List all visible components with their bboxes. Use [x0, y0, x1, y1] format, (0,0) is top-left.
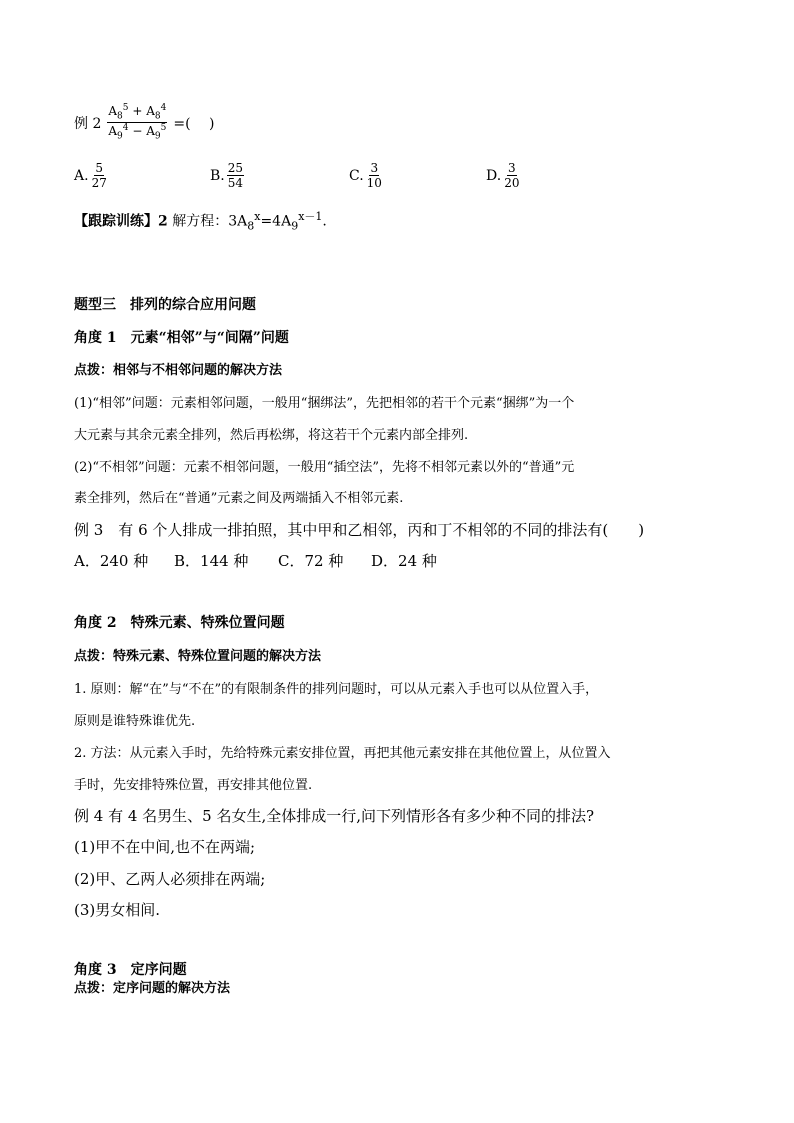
angle-3-tip: 点拨：定序问题的解决方法 [74, 981, 231, 996]
option-c: C. $\frac{3}{10}$ [349, 161, 382, 190]
example-2-fraction: $\frac{A_8^5 + A_8^4}{A_9^4 - A_9^5}$ [108, 103, 167, 142]
option-a: A. $\frac{5}{27}$ [74, 161, 107, 190]
angle-1-title: 角度 1 元素“相邻”与“间隔”问题 [74, 330, 289, 346]
angle-2-title: 角度 2 特殊元素、特殊位置问题 [74, 615, 285, 631]
example-3-option-c: C．72 种 [278, 552, 344, 570]
angle-2-para-1-line-2: 原则是谁特殊谁优先. [74, 714, 196, 729]
angle-2-tip: 点拨：特殊元素、特殊位置问题的解决方法 [74, 649, 322, 664]
example-4-question-3: (3)男女相间. [74, 901, 161, 919]
example-3-option-b: B．144 种 [174, 552, 249, 570]
example-2-label: 例 2 [74, 115, 102, 132]
example-2-blank: =( ) [173, 115, 215, 132]
angle-1-tip: 点拨：相邻与不相邻问题的解决方法 [74, 363, 283, 378]
example-2 [74, 104, 214, 142]
section-title-3: 题型三 排列的综合应用问题 [74, 297, 256, 313]
angle-1-para-2-line-1: (2)“不相邻”问题：元素不相邻问题，一般用“插空法”，先将不相邻元素以外的“普通”元 [74, 460, 575, 475]
example-3: 例 3 有 6 个人排成一排拍照，其中甲和乙相邻，丙和丁不相邻的不同的排法有( ) [74, 521, 645, 539]
example-4-question-1: (1)甲不在中间,也不在两端; [74, 838, 256, 856]
angle-1-para-1-line-1: (1)“相邻”问题：元素相邻问题，一般用“捆绑法”，先把相邻的若干个元素“捆绑”为一个 [74, 396, 575, 411]
option-d: D. $\frac{3}{20}$ [486, 161, 520, 190]
angle-1-para-1-line-2: 大元素与其余元素全排列，然后再松绑，将这若干个元素内部全排列. [74, 428, 469, 443]
angle-2-para-2-line-2: 手时，先安排特殊位置，再安排其他位置. [74, 778, 313, 793]
angle-1-para-2-line-2: 素全排列，然后在“普通”元素之间及两端插入不相邻元素. [74, 491, 404, 506]
angle-2-para-2-line-1: 2. 方法：从元素入手时，先给特殊元素安排位置，再把其他元素安排在其他位置上，从位置入 [74, 746, 611, 761]
angle-2-para-1-line-1: 1. 原则：解“在”与“不在”的有限制条件的排列问题时，可以从元素入手也可以从位置入手， [74, 682, 599, 697]
example-3-option-d: D．24 种 [371, 552, 437, 570]
angle-3-title: 角度 3 定序问题 [74, 962, 187, 978]
tracking-exercise-2: 【跟踪训练】2 解方程：$3A_8^x=4A_9^{x-1}$. [74, 210, 327, 233]
example-4: 例 4 有 4 名男生、5 名女生,全体排成一行,问下列情形各有多少种不同的排法? [74, 807, 595, 825]
example-4-question-2: (2)甲、乙两人必须排在两端; [74, 870, 266, 888]
option-b: B. $\frac{25}{54}$ [210, 161, 244, 190]
example-3-option-a: A．240 种 [74, 552, 149, 570]
